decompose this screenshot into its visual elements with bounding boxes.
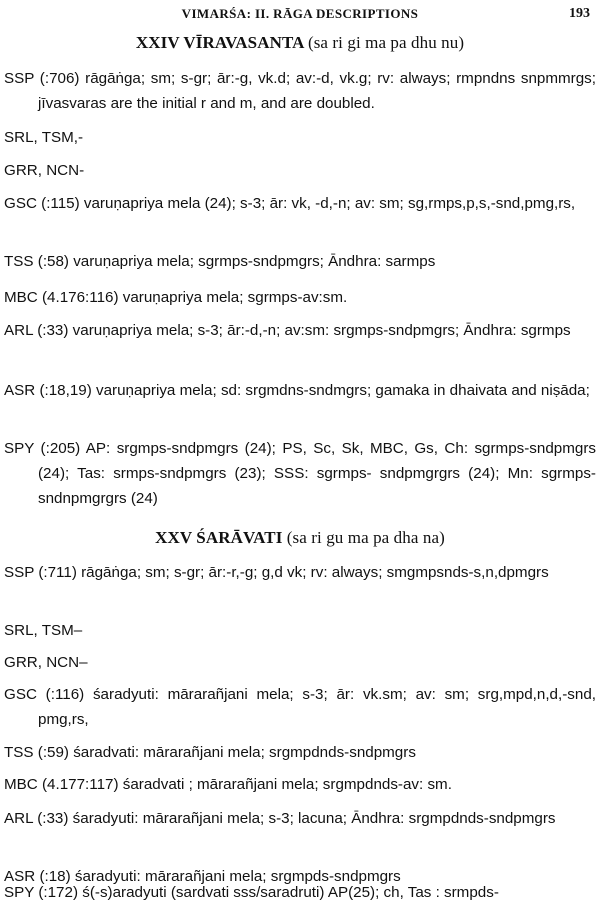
raga-entry: SPY (:172) ś(-s)aradyuti (sardvati sss/saradruti) AP(25); ch, Tas : srmpds- <box>4 884 499 901</box>
section-heading-title: XXV ŚARĀVATI <box>155 528 283 547</box>
section-heading-scale: (sa ri gi ma pa dhu nu) <box>307 33 465 52</box>
raga-entry: ASR (:18) śaradyuti: mārarañjani mela; srgmpds-sndpmgrs <box>4 868 401 885</box>
raga-entry: ARL (:33) varuṇapriya mela; s-3; ār:-d,-n; av:sm: srgmps-sndpmgrs; Āndhra: sgrmps <box>4 322 571 339</box>
raga-entry: GSC (:116) śaradyuti: mārarañjani mela; s-3; ār: vk.sm; av: sm; srg,mpd,n,d,-snd, pmg,rs, <box>4 686 596 728</box>
section-heading-scale: (sa ri gu ma pa dha na) <box>286 528 445 547</box>
section-heading-saravati <box>4 528 596 548</box>
raga-entry: MBC (4.176:116) varuṇapriya mela; sgrmps-av:sm. <box>4 289 348 306</box>
raga-entry: TSS (:58) varuṇapriya mela; sgrmps-sndpmgrs; Āndhra: sarmps <box>4 253 436 270</box>
raga-entry: ARL (:33) śaradyuti: mārarañjani mela; s-3; lacuna; Āndhra: srgmpdnds-sndpmgrs <box>4 810 556 827</box>
section-heading-title: XXIV VĪRAVASANTA <box>135 33 304 52</box>
raga-entry: SRL, TSM,- <box>4 129 84 146</box>
raga-entry: MBC (4.177:117) śaradvati ; mārarañjani mela; srgmpdnds-av: sm. <box>4 776 452 793</box>
raga-entry: GRR, NCN– <box>4 654 88 671</box>
raga-entry: SSP (:711) rāgāṅga; sm; s-gr; ār:-r,-g; g,d vk; rv: always; smgmpsnds-s,n,dpmgrs <box>4 564 549 581</box>
raga-entry: SSP (:706) rāgāṅga; sm; s-gr; ār:-g, vk.d; av:-d, vk.g; rv: always; rmpndns snpmmrgs; jīvasvaras are the initial r and m, and are doubled. <box>4 70 596 112</box>
raga-entry: SPY (:205) AP: srgmps-sndpmgrs (24); PS, Sc, Sk, MBC, Gs, Ch: sgrmps-sndpmgrs (24); Tas: srmps-sndpmgrs (23); SSS: sgrmps- sndpmgrgrs (24); Mn: sgrmps-sndnpmgrgrs (24) <box>4 440 596 507</box>
raga-entry: ASR (:18,19) varuṇapriya mela; sd: srgmdns-sndmgrs; gamaka in dhaivata and niṣāda; <box>4 382 590 399</box>
page-number: 193 <box>569 6 590 21</box>
raga-entry: GRR, NCN- <box>4 162 85 179</box>
page-header <box>0 6 600 26</box>
raga-entry: GSC (:115) varuṇapriya mela (24); s-3; ār: vk, -d,-n; av: sm; sg,rmps,p,s,-snd,pmg,rs, <box>4 195 576 212</box>
raga-entry: SRL, TSM– <box>4 622 83 639</box>
section-heading-viravasanta <box>4 33 596 53</box>
running-head: VIMARŚA: II. RĀGA DESCRIPTIONS <box>181 6 419 21</box>
raga-entry: TSS (:59) śaradvati: mārarañjani mela; srgmpdnds-sndpmgrs <box>4 744 416 761</box>
